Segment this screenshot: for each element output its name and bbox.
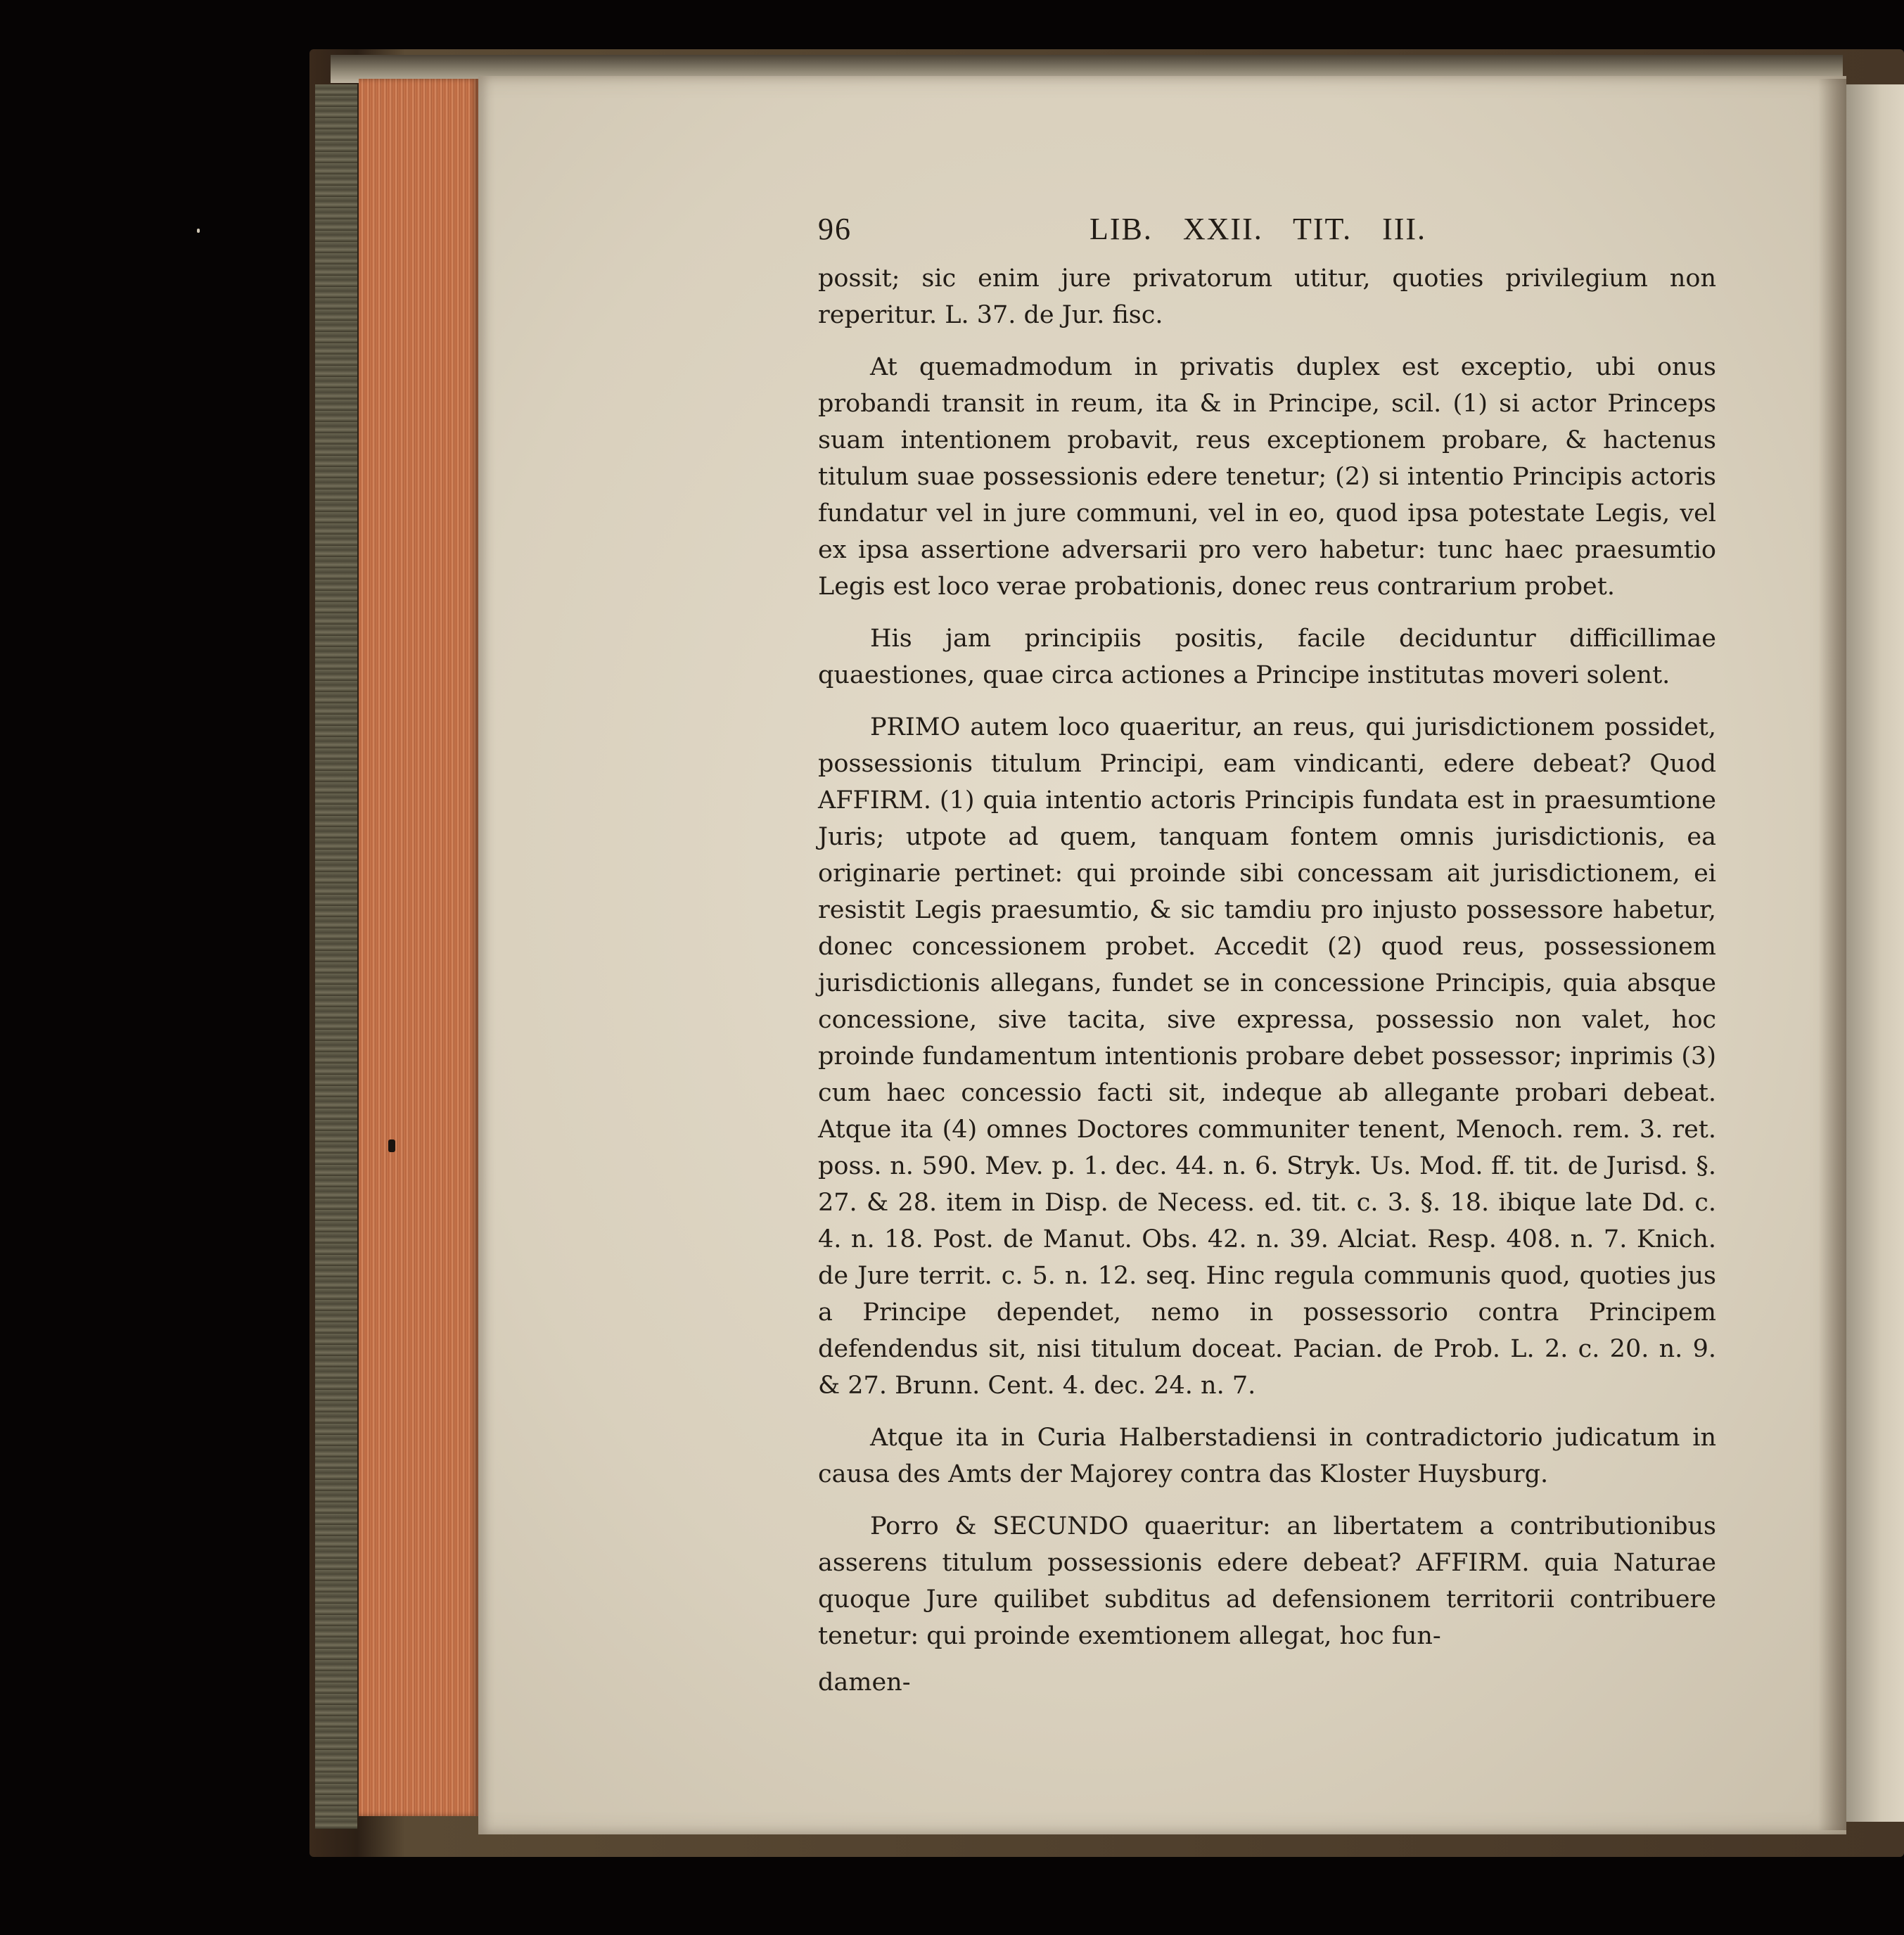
paragraph-1: possit; sic enim jure privatorum utitur, quoties privilegium non reperitur. L. 37. de Jur. fisc. <box>818 264 1716 329</box>
facing-page-edge <box>1846 84 1904 1822</box>
paragraph-3: His jam principiis positis, facile deciduntur difficillimae quaestiones, quae circa actiones a Principe institutas moveri solent. <box>818 625 1716 689</box>
page-number: 96 <box>818 212 852 246</box>
dust-speck <box>197 229 200 233</box>
paragraph-5: Atque ita in Curia Halberstadiensi in contradictorio judicatum in causa des Amts der Majorey contra das Kloster Huysburg. <box>818 1424 1716 1488</box>
page-gutter-shadow <box>1818 79 1846 1830</box>
marbled-cover-edge <box>315 84 357 1829</box>
page-text-block <box>818 211 1716 1701</box>
paragraph-4: PRIMO autem loco quaeritur, an reus, qui jurisdictionem possidet, possessionis titulum Principi, eam vindicanti, edere debeat? Quod AFFIRM. (1) quia intentio actoris Principis fundata est in praesumtione Juris; utpote ad quem, tanquam fontem omnis jurisdictionis, ea originarie pertinet: qui proinde sibi concessam ait jurisdictionem, ei resistit Legis praesumtio, & sic tamdiu pro injusto possessore habetur, donec concessionem probet. Accedit (2) quod reus, possessionem jurisdictionis allegans, fundet se in concessione Principis, quia absque concessione, sive tacita, sive expressa, possessio non valet, hoc proinde fundamentum intentionis probare debet possessor; inprimis (3) cum haec concessio facti sit, indeque ab allegante probari debeat. Atque ita (4) omnes Doctores communiter tenent, Menoch. rem. 3. ret. poss. n. 590. Mev. p. 1. dec. 44. n. 6. Stryk. Us. Mod. ff. tit. de Jurisd. §. 27. & 28. item in Disp. de Necess. ed. tit. c. 3. §. 18. ibique late Dd. c. 4. n. 18. Post. de Manut. Obs. 42. n. 39. Alciat. Resp. 408. n. 7. Knich. de Jure territ. c. 5. n. 12. seq. Hinc regula communis quod, quoties jus a Principe dependet, nemo in possessorio contra Principem defendendus sit, nisi titulum doceat. Pacian. de Prob. L. 2. c. 20. n. 9. & 27. Brunn. Cent. 4. dec. 24. n. 7. <box>818 713 1716 1400</box>
ink-mark <box>388 1139 395 1152</box>
paragraph-2: At quemadmodum in privatis duplex est exceptio, ubi onus probandi transit in reum, ita & in Principe, scil. (1) si actor Princeps suam intentionem probavit, reus exceptionem probare, & hactenus titulum suae possessionis edere tenetur; (2) si intentio Principis actoris fundatur vel in jure communi, vel in eo, quod ipsa potestate Legis, vel ex ipsa assertione adversarii pro vero habetur: tunc haec praesumtio Legis est loco verae probationis, donec reus contrarium probet. <box>818 353 1716 601</box>
catchword: damen- <box>818 1668 911 1697</box>
running-head: LIB. XXII. TIT. III. <box>1090 212 1427 246</box>
paragraph-6: Porro & SECUNDO quaeritur: an libertatem a contributionibus asserens titulum possessionis edere debeat? AFFIRM. quia Naturae quoque Jure quilibet subditus ad defensionem territorii contribuere tenetur: qui proinde exemtionem allegat, hoc fun- <box>818 1512 1716 1650</box>
page-header <box>818 211 1716 260</box>
red-page-edges <box>359 79 478 1816</box>
